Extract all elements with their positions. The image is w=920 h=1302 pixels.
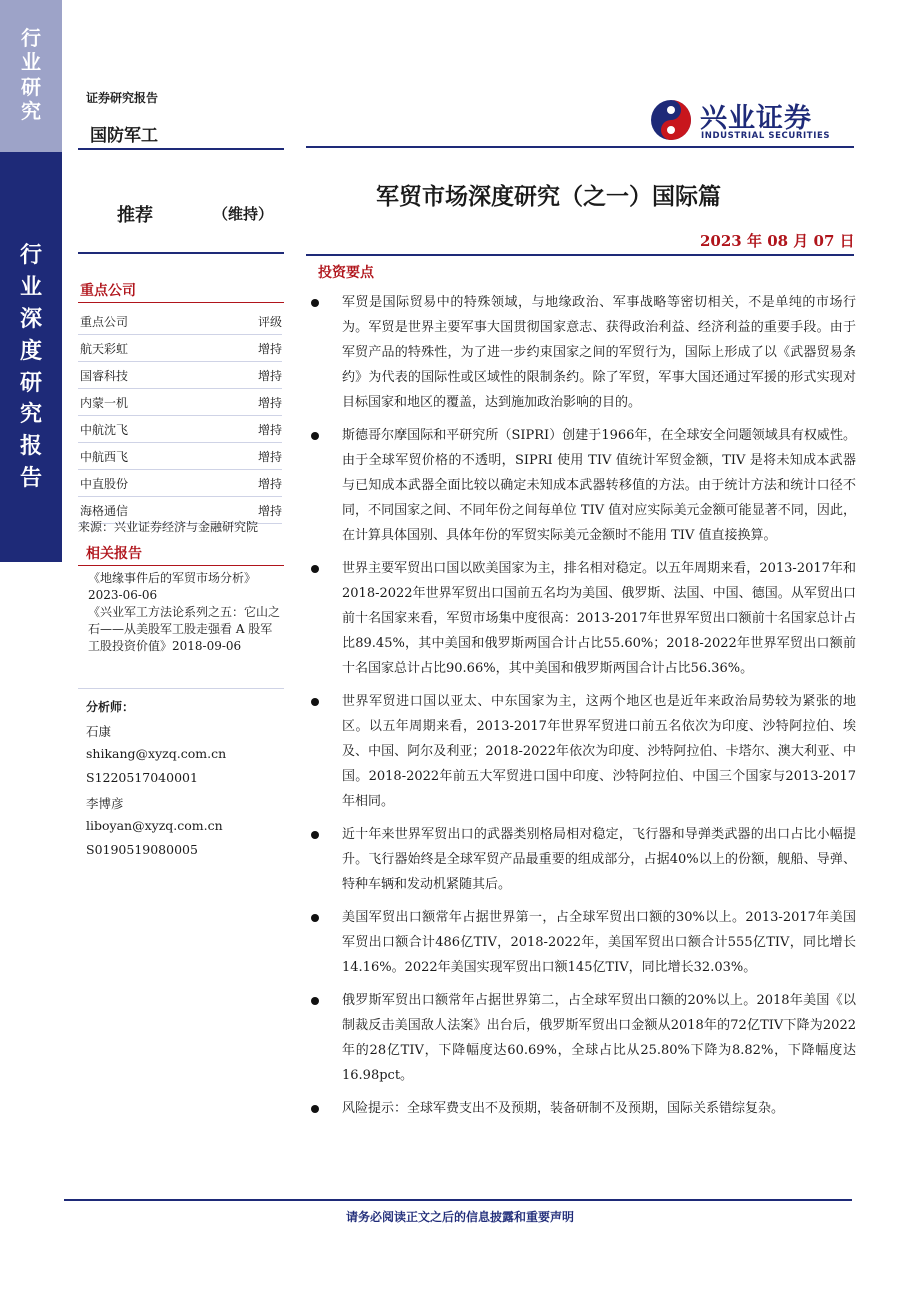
bullet-icon (311, 698, 319, 706)
bullet-text: 俄罗斯军贸出口额常年占据世界第二，占全球军贸出口额的20%以上。2018年美国《以制裁反击美国敌人法案》出台后，俄罗斯军贸出口金额从2018年的72亿TIV下降为2022年的28亿TIV，下降幅度达60.69%，全球占比从25.80%下降为8.82%，下降幅度达16.98pct。 (342, 993, 856, 1083)
bullet-text: 美国军贸出口额常年占据世界第一，占全球军贸出口额的30%以上。2013-2017年美国军贸出口额合计486亿TIV，2018-2022年，美国军贸出口额合计555亿TIV，同比增长14.16%。2022年美国实现军贸出口额145亿TIV，同比增长32.03%。 (342, 910, 856, 975)
key-companies-table (78, 308, 282, 524)
company-name-cell: 中直股份 (80, 477, 129, 491)
related-report-link[interactable]: 《兴业军工方法论系列之五：它山之石——从美股军工股走强看 A 股军工股投资价值》2018-09-06 (88, 605, 281, 653)
table-header-cell: 重点公司 (80, 315, 129, 329)
report-type: 证券研究报告 (86, 91, 159, 105)
company-name-cell: 中航西飞 (80, 450, 129, 464)
divider (78, 252, 284, 254)
sidebar-char: 研 (21, 74, 41, 99)
company-rating-cell: 增持 (257, 396, 282, 410)
table-row (78, 470, 282, 497)
company-rating-cell: 增持 (257, 477, 282, 491)
sidebar-char: 研 (19, 370, 42, 396)
divider (306, 146, 854, 148)
footer-divider (64, 1199, 852, 1201)
analyst-name: 李博彦 (86, 796, 124, 811)
bullet-text: 世界军贸进口国以亚太、中东国家为主，这两个地区也是近年来政治局势较为紧张的地区。以五年周期来看，2013-2017年世界军贸进口前五名依次为印度、沙特阿拉伯、埃及、中国、阿尔及利亚；2018-2022年依次为印度、沙特阿拉伯、卡塔尔、澳大利亚、中国。2018-2022年前五大军贸进口国中印度、沙特阿拉伯、中国三个国家与2013-2017年相同。 (342, 694, 856, 809)
sidebar-char: 告 (19, 466, 42, 492)
company-name-cell: 航天彩虹 (80, 342, 129, 356)
analyst-email[interactable]: shikang@xyzq.com.cn (86, 746, 227, 761)
table-header-cell: 评级 (257, 315, 282, 329)
bullet-icon (311, 565, 319, 573)
list-item (308, 556, 856, 681)
list-item (308, 1096, 856, 1121)
bullet-icon (311, 432, 319, 440)
sidebar-char: 深 (19, 306, 42, 332)
company-name: 兴业证券 (700, 103, 812, 134)
sidebar-char: 报 (19, 434, 42, 460)
sidebar-top-label (0, 26, 62, 124)
analysts-heading: 分析师： (86, 700, 135, 714)
table-row (78, 443, 282, 470)
bullet-icon (311, 299, 319, 307)
sidebar-char: 度 (19, 338, 42, 364)
bullet-text: 军贸是国际贸易中的特殊领域，与地缘政治、军事战略等密切相关，不是单纯的市场行为。军贸是世界主要军事大国贯彻国家意志、获得政治利益、经济利益的重要手段。由于军贸产品的特殊性，为了进一步约束国家之间的军贸行为，国际上形成了以《武器贸易条约》为代表的国际性或区域性的限制条约。除了军贸，军事大国还通过军援的形式实现对目标国家和地区的覆盖，达到施加政治影响的目的。 (342, 295, 856, 410)
list-item (308, 988, 856, 1088)
sidebar-char: 究 (21, 99, 41, 124)
company-rating-cell: 增持 (257, 504, 282, 518)
sidebar-char: 业 (19, 274, 42, 300)
investment-points-heading: 投资要点 (318, 265, 374, 281)
analyst-name: 石康 (86, 724, 112, 739)
sidebar-char: 行 (19, 243, 42, 268)
table-row (78, 335, 282, 362)
investment-points-list (308, 290, 856, 1129)
rating: 推荐 (117, 205, 153, 226)
table-header-row (78, 308, 282, 335)
divider (78, 148, 284, 150)
divider (78, 565, 284, 566)
table-row (78, 389, 282, 416)
analyst-license: S0190519080005 (86, 842, 198, 857)
company-name-cell: 国睿科技 (80, 369, 129, 383)
bullet-text: 风险提示：全球军费支出不及预期，装备研制不及预期，国际关系错综复杂。 (342, 1101, 785, 1116)
bullet-text: 近十年来世界军贸出口的武器类别格局相对稳定，飞行器和导弹类武器的出口占比小幅提升。飞行器始终是全球军贸产品最重要的组成部分，占据40%以上的份额，舰船、导弹、特种车辆和发动机紧随其后。 (342, 827, 856, 892)
rating-change: （维持） (213, 205, 274, 223)
divider (78, 688, 284, 689)
table-row (78, 416, 282, 443)
report-date: 2023 年 08 月 07 日 (700, 232, 855, 250)
list-item (308, 423, 856, 548)
bullet-icon (311, 1105, 319, 1113)
industry-name: 国防军工 (90, 126, 158, 146)
company-name-cell: 内蒙一机 (80, 396, 129, 410)
bullet-text: 斯德哥尔摩国际和平研究所（SIPRI）创建于1966年，在全球安全问题领域具有权威性。由于全球军贸价格的不透明，SIPRI 使用 TIV 值统计军贸金额，TIV 是将未知成本武器与已知成本武器全面比较以确定未知成本武器转移值的方法。由于统计方法和统计口径不同，不同国家之间、不同年份之间每单位 TIV 值对应实际美元金额可能显著不同，因此，在计算具体国别、具体年份的军贸实际美元金额时不能用 TIV 值直接换算。 (342, 428, 856, 543)
divider (306, 254, 854, 256)
table-source: 来源：兴业证券经济与金融研究院 (78, 520, 259, 534)
company-name-cell: 海格通信 (80, 504, 129, 518)
list-item (308, 290, 856, 415)
related-reports-heading: 相关报告 (86, 546, 142, 562)
bullet-text: 世界主要军贸出口国以欧美国家为主，排名相对稳定。以五年周期来看，2013-2017年和2018-2022年世界军贸出口国前五名均为美国、俄罗斯、法国、中国、德国。从军贸出口前十名国家来看，军贸市场集中度很高：2013-2017年世界军贸出口额前十名国家总计占比89.45%，其中美国和俄罗斯两国合计占比55.60%；2018-2022年世界军贸出口额前十名国家总计占比90.66%，其中美国和俄罗斯两国合计占比56.36%。 (342, 561, 856, 676)
sidebar-char: 究 (19, 402, 42, 428)
bullet-icon (311, 914, 319, 922)
company-rating-cell: 增持 (257, 369, 282, 383)
company-rating-cell: 增持 (257, 450, 282, 464)
company-rating-cell: 增持 (257, 342, 282, 356)
analyst-email[interactable]: liboyan@xyzq.com.cn (86, 818, 223, 833)
list-item (308, 905, 856, 980)
table-row (78, 362, 282, 389)
sidebar-main-label (0, 240, 62, 495)
bullet-icon (311, 831, 319, 839)
related-report-link[interactable]: 《地缘事件后的军贸市场分析》 2023-06-06 (88, 571, 257, 602)
key-companies-heading: 重点公司 (80, 283, 136, 299)
analyst-license: S1220517040001 (86, 770, 198, 785)
divider (78, 302, 284, 303)
company-name-en: INDUSTRIAL SECURITIES (701, 131, 831, 141)
company-rating-cell: 增持 (257, 423, 282, 437)
sidebar-char: 业 (21, 50, 41, 75)
list-item (308, 822, 856, 897)
company-name-cell: 中航沈飞 (80, 423, 129, 437)
list-item (308, 689, 856, 814)
related-reports-list (88, 570, 284, 655)
footer-disclaimer: 请务必阅读正文之后的信息披露和重要声明 (345, 1210, 574, 1224)
bullet-icon (311, 997, 319, 1005)
page-title: 军贸市场深度研究（之一）国际篇 (376, 184, 721, 210)
sidebar-char: 行 (21, 26, 41, 50)
